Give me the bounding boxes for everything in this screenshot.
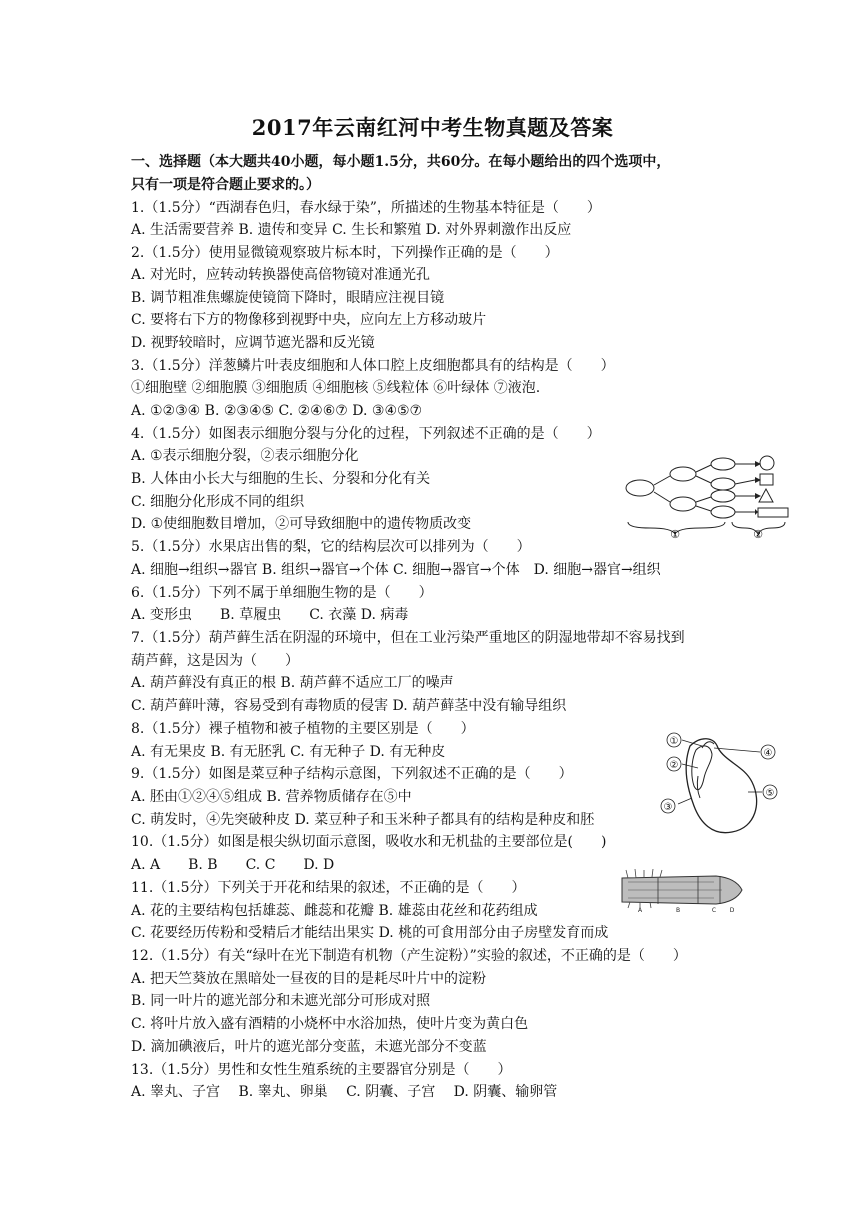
question-line: C. 细胞分化形成不同的组织 bbox=[131, 494, 305, 510]
question-line: A. 变形虫 B. 草履虫 C. 衣藻 D. 病毒 bbox=[131, 607, 409, 623]
question-line: C. 要将右下方的物像移到视野中央，应向左上方移动玻片 bbox=[131, 312, 487, 328]
figure-label-2: ② bbox=[753, 528, 763, 541]
question-line: D. ①使细胞数目增加，②可导致细胞中的遗传物质改变 bbox=[131, 516, 472, 532]
question-line: A. A B. B C. C D. D bbox=[131, 857, 335, 873]
question-line: A. 细胞→组织→器官 B. 组织→器官→个体 C. 细胞→器官→个体 D. 细胞→器官→组织 bbox=[131, 562, 661, 578]
question-line: A. 对光时，应转动转换器使高倍物镜对准通光孔 bbox=[131, 267, 431, 283]
question-line: D. 视野较暗时，应调节遮光器和反光镜 bbox=[131, 335, 375, 351]
question-line: A. 有无果皮 B. 有无胚乳 C. 有无种子 D. 有无种皮 bbox=[131, 744, 446, 760]
bean-seed-figure bbox=[652, 728, 782, 838]
question-line: A. 睾丸、子宫 B. 睾丸、卵巢 C. 阴囊、子宫 D. 阴囊、输卵管 bbox=[131, 1084, 558, 1100]
cell-division-figure bbox=[620, 452, 795, 542]
page-title: 2017年云南红河中考生物真题及答案 bbox=[251, 115, 614, 140]
root-label-b: B bbox=[675, 907, 681, 914]
question-line: 1.（1.5分）“西湖春色归，春水绿于染”，所描述的生物基本特征是（ ） bbox=[131, 200, 601, 216]
question-line: 2.（1.5分）使用显微镜观察玻片标本时，下列操作正确的是（ ） bbox=[131, 245, 559, 261]
figure-label-1: ① bbox=[670, 528, 680, 541]
question-line: 10.（1.5分）如图是根尖纵切面示意图，吸收水和无机盐的主要部位是( ) bbox=[131, 834, 607, 850]
root-label-c: C bbox=[711, 907, 717, 914]
question-line: 4.（1.5分）如图表示细胞分裂与分化的过程，下列叙述不正确的是（ ） bbox=[131, 426, 601, 442]
section-heading-line-2: 只有一项是符合题止要求的。） bbox=[131, 177, 320, 193]
question-line: A. 花的主要结构包括雄蕊、雌蕊和花瓣 B. 雄蕊由花丝和花药组成 bbox=[131, 903, 538, 919]
question-line: ①细胞壁 ②细胞膜 ③细胞质 ④细胞核 ⑤线粒体 ⑥叶绿体 ⑦液泡. bbox=[131, 380, 541, 396]
question-line: A. ①表示细胞分裂，②表示细胞分化 bbox=[131, 448, 359, 464]
question-line: A. 胚由①②④⑤组成 B. 营养物质储存在⑤中 bbox=[131, 789, 412, 805]
section-heading-line-1: 一、选择题（本大题共40小题，每小题1.5分，共60分。在每小题给出的四个选项中， bbox=[131, 154, 671, 170]
question-line: 6.（1.5分）下列不属于单细胞生物的是（ ） bbox=[131, 585, 433, 601]
seed-label-1: ① bbox=[669, 736, 679, 747]
root-label-a: A bbox=[637, 907, 643, 914]
question-line: 5.（1.5分）水果店出售的梨，它的结构层次可以排列为（ ） bbox=[131, 539, 531, 555]
question-line: C. 花要经历传粉和受精后才能结出果实 D. 桃的可食用部分由子房壁发育而成 bbox=[131, 925, 609, 941]
question-line: A. 葫芦藓没有真正的根 B. 葫芦藓不适应工厂的噪声 bbox=[131, 675, 454, 691]
question-line: 12.（1.5分）有关“绿叶在光下制造有机物（产生淀粉）”实验的叙述，不正确的是（ ） bbox=[131, 948, 687, 964]
seed-label-3: ③ bbox=[663, 802, 673, 813]
seed-label-5: ⑤ bbox=[765, 788, 775, 799]
question-line: C. 葫芦藓叶薄，容易受到有毒物质的侵害 D. 葫芦藓茎中没有输导组织 bbox=[131, 698, 567, 714]
seed-label-2: ② bbox=[669, 760, 679, 771]
question-line: 7.（1.5分）葫芦藓生活在阴湿的环境中，但在工业污染严重地区的阴湿地带却不容易找到 bbox=[131, 630, 685, 646]
question-line: A. 生活需要营养 B. 遗传和变异 C. 生长和繁殖 D. 对外界刺激作出反应 bbox=[131, 222, 572, 238]
question-line: 13.（1.5分）男性和女性生殖系统的主要器官分别是（ ） bbox=[131, 1062, 512, 1078]
question-line: 9.（1.5分）如图是菜豆种子结构示意图，下列叙述不正确的是（ ） bbox=[131, 766, 573, 782]
seed-label-4: ④ bbox=[763, 748, 773, 759]
question-line: C. 将叶片放入盛有酒精的小烧杯中水浴加热，使叶片变为黄白色 bbox=[131, 1016, 529, 1032]
question-line: B. 调节粗准焦螺旋使镜筒下降时，眼睛应注视目镜 bbox=[131, 290, 445, 306]
question-line: B. 同一叶片的遮光部分和未遮光部分可形成对照 bbox=[131, 993, 431, 1009]
question-line: 8.（1.5分）裸子植物和被子植物的主要区别是（ ） bbox=[131, 721, 475, 737]
question-line: C. 萌发时，④先突破种皮 D. 菜豆种子和玉米种子都具有的结构是种皮和胚 bbox=[131, 812, 595, 828]
question-line: A. 把天竺葵放在黑暗处一昼夜的目的是耗尽叶片中的淀粉 bbox=[131, 971, 487, 987]
root-tip-figure bbox=[618, 864, 748, 914]
root-label-d: D bbox=[729, 907, 735, 914]
question-line: B. 人体由小长大与细胞的生长、分裂和分化有关 bbox=[131, 471, 431, 487]
question-line: 葫芦藓，这是因为（ ） bbox=[131, 653, 299, 669]
question-line: A. ①②③④ B. ②③④⑤ C. ②④⑥⑦ D. ③④⑤⑦ bbox=[131, 403, 423, 419]
question-line: D. 滴加碘液后，叶片的遮光部分变蓝，未遮光部分不变蓝 bbox=[131, 1039, 487, 1055]
question-line: 3.（1.5分）洋葱鳞片叶表皮细胞和人体口腔上皮细胞都具有的结构是（ ） bbox=[131, 358, 615, 374]
question-line: 11.（1.5分）下列关于开花和结果的叙述，不正确的是（ ） bbox=[131, 880, 526, 896]
